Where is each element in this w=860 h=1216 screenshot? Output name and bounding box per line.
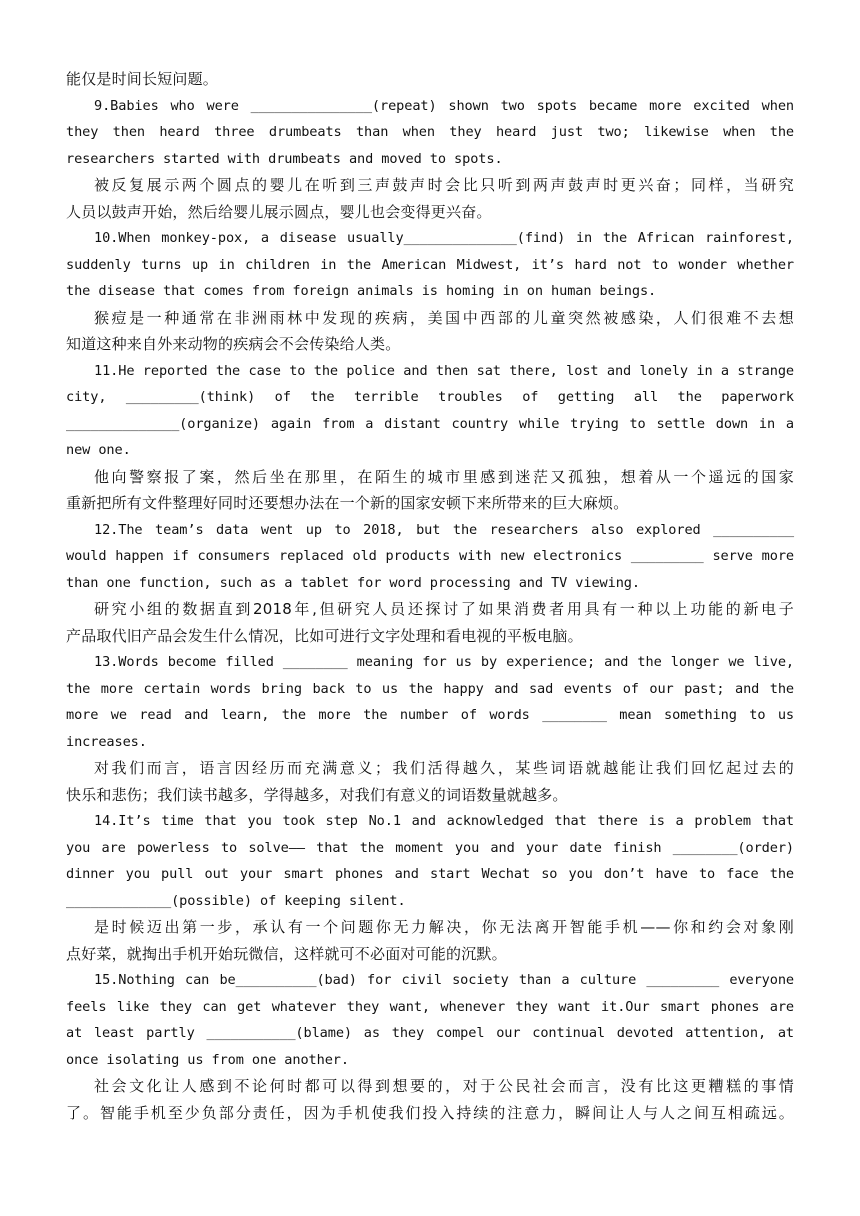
text-line: feels like they can get whatever they want, whenever they want it.Our smart phones are: [66, 998, 794, 1015]
text-line: 了。智能手机至少负部分责任，因为手机使我们投入持续的注意力，瞬间让人与人之间互相疏远。: [66, 1103, 794, 1122]
text-line: would happen if consumers replaced old products with new electronics _________ serve more: [66, 548, 794, 564]
text-line: ______________(organize) again from a distant country while trying to settle down in a: [66, 415, 794, 432]
text-line: you are powerless to solve—— that the moment you and your date finish ________(order): [66, 839, 794, 856]
text-line: 9.Babies who were _______________(repeat) shown two spots became more excited when: [94, 97, 794, 114]
text-line: 重新把所有文件整理好同时还要想办法在一个新的国家安顿下来所带来的巨大麻烦。: [66, 494, 629, 512]
text-line: 是时候迈出第一步，承认有一个问题你无力解决，你无法离开智能手机——你和约会对象刚: [94, 918, 794, 936]
text-line: 能仅是时间长短问题。: [66, 70, 219, 88]
text-line: city, _________(think) of the terrible troubles of getting all the paperwork: [66, 389, 794, 405]
text-line: 14.It’s time that you took step No.1 and acknowledged that there is a problem that: [94, 813, 794, 829]
text-line: the disease that comes from foreign animals is homing in on human beings.: [66, 283, 657, 299]
text-line: at least partly ___________(blame) as they compel our continual devoted attention, at: [66, 1025, 794, 1041]
document-page: [66, 66, 794, 1126]
text-line: 对我们而言，语言因经历而充满意义；我们活得越久，某些词语就越能让我们回忆起过去的: [94, 759, 794, 777]
text-line: once isolating us from one another.: [66, 1051, 349, 1068]
text-line: increases.: [66, 733, 147, 750]
text-line: 人员以鼓声开始，然后给婴儿展示圆点，婴儿也会变得更兴奋。: [66, 202, 492, 221]
text-line: 产品取代旧产品会发生什么情况，比如可进行文字处理和看电视的平板电脑。: [66, 626, 583, 645]
text-line: 11.He reported the case to the police and then sat there, lost and lonely in a strange: [94, 362, 794, 379]
text-line: than one function, such as a tablet for word processing and TV viewing.: [66, 574, 640, 591]
text-line: suddenly turns up in children in the American Midwest, it’s hard not to wonder whether: [66, 256, 794, 273]
text-line: 猴痘是一种通常在非洲雨林中发现的疾病，美国中西部的儿童突然被感染，人们很难不去想: [94, 308, 794, 327]
text-line: _____________(possible) of keeping silent.: [66, 892, 406, 909]
text-line: 他向警察报了案，然后坐在那里，在陌生的城市里感到迷茫又孤独，想着从一个遥远的国家: [94, 467, 794, 486]
text-line: researchers started with drumbeats and moved to spots.: [66, 150, 503, 167]
text-line: 10.When monkey-pox, a disease usually______________(find) in the African rainforest,: [94, 230, 794, 246]
text-line: 知道这种来自外来动物的疾病会不会传染给人类。: [66, 335, 401, 353]
text-line: dinner you pull out your smart phones and start Wechat so you don’t have to face the: [66, 866, 794, 882]
text-line: the more certain words bring back to us the happy and sad events of our past; and the: [66, 680, 794, 697]
text-line: 研究小组的数据直到2018年,但研究人员还探讨了如果消费者用具有一种以上功能的新电子: [94, 600, 794, 618]
text-line: 被反复展示两个圆点的婴儿在听到三声鼓声时会比只听到两声鼓声时更兴奋；同样，当研究: [94, 176, 794, 194]
text-line: more we read and learn, the more the number of words ________ mean something to us: [66, 707, 794, 723]
text-line: 13.Words become filled ________ meaning for us by experience; and the longer we live,: [94, 654, 794, 670]
text-line: new one.: [66, 442, 131, 458]
text-line: 12.The team’s data went up to 2018, but the researchers also explored __________: [94, 521, 794, 538]
text-line: 点好菜，就掏出手机开始玩微信，这样就可不必面对可能的沉默。: [66, 944, 507, 963]
text-line: 社会文化让人感到不论何时都可以得到想要的，对于公民社会而言，没有比这更糟糕的事情: [94, 1077, 794, 1095]
text-line: they then heard three drumbeats than when they heard just two; likewise when the: [66, 124, 794, 140]
text-line: 15.Nothing can be__________(bad) for civil society than a culture _________ everyone: [94, 972, 794, 988]
text-line: 快乐和悲伤；我们读书越多，学得越多，对我们有意义的词语数量就越多。: [66, 785, 568, 804]
